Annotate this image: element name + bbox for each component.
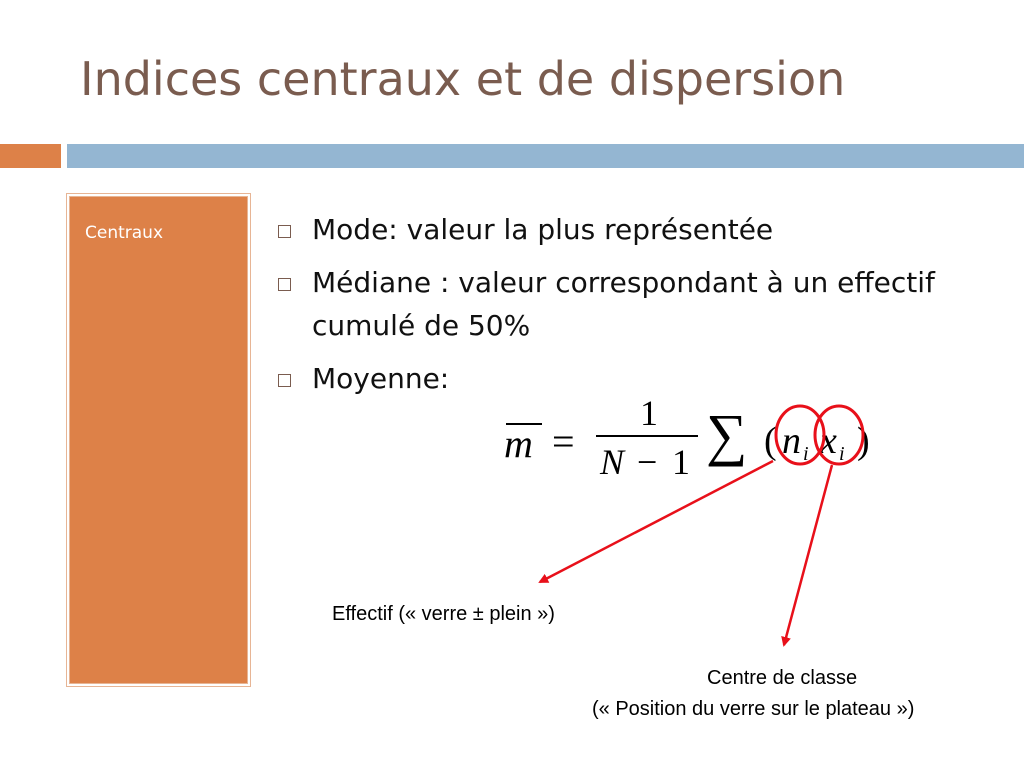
formula-n: n (782, 420, 801, 462)
formula-denominator-one: 1 (672, 442, 690, 482)
circle-xi-highlight (815, 406, 863, 464)
formula-denominator-minus: − (637, 442, 658, 482)
formula-equals: = (552, 419, 575, 464)
formula-m: m (504, 421, 533, 466)
annotation-centre-de-classe: Centre de classe (707, 667, 858, 689)
annotation-effectif: Effectif (« verre ± plein ») (332, 603, 555, 625)
formula-x: x (820, 420, 837, 462)
formula-denominator-n: N (600, 442, 625, 482)
bullet-mode-text: Mode: valeur la plus représentée (312, 213, 774, 246)
formula-sigma: ∑ (706, 402, 748, 467)
circle-ni-highlight (776, 406, 824, 464)
bullet-median-text: Médiane : valeur correspondant à un effectif cumulé de 50% (312, 266, 935, 342)
annotation-position-plateau: (« Position du verre sur le plateau ») (592, 698, 915, 720)
formula-x-subscript: i (839, 443, 845, 465)
formula-open-paren: ( (764, 420, 777, 462)
formula-numerator: 1 (640, 393, 658, 433)
formula-close-paren: ) (857, 420, 870, 462)
bullet-mean-text: Moyenne: (312, 362, 450, 395)
slide-title: Indices centraux et de dispersion (80, 52, 846, 106)
side-panel-label: Centraux (85, 223, 164, 243)
arrow-to-effectif (540, 461, 773, 582)
formula-n-subscript: i (803, 443, 809, 465)
arrow-to-centre-de-classe (784, 465, 832, 645)
